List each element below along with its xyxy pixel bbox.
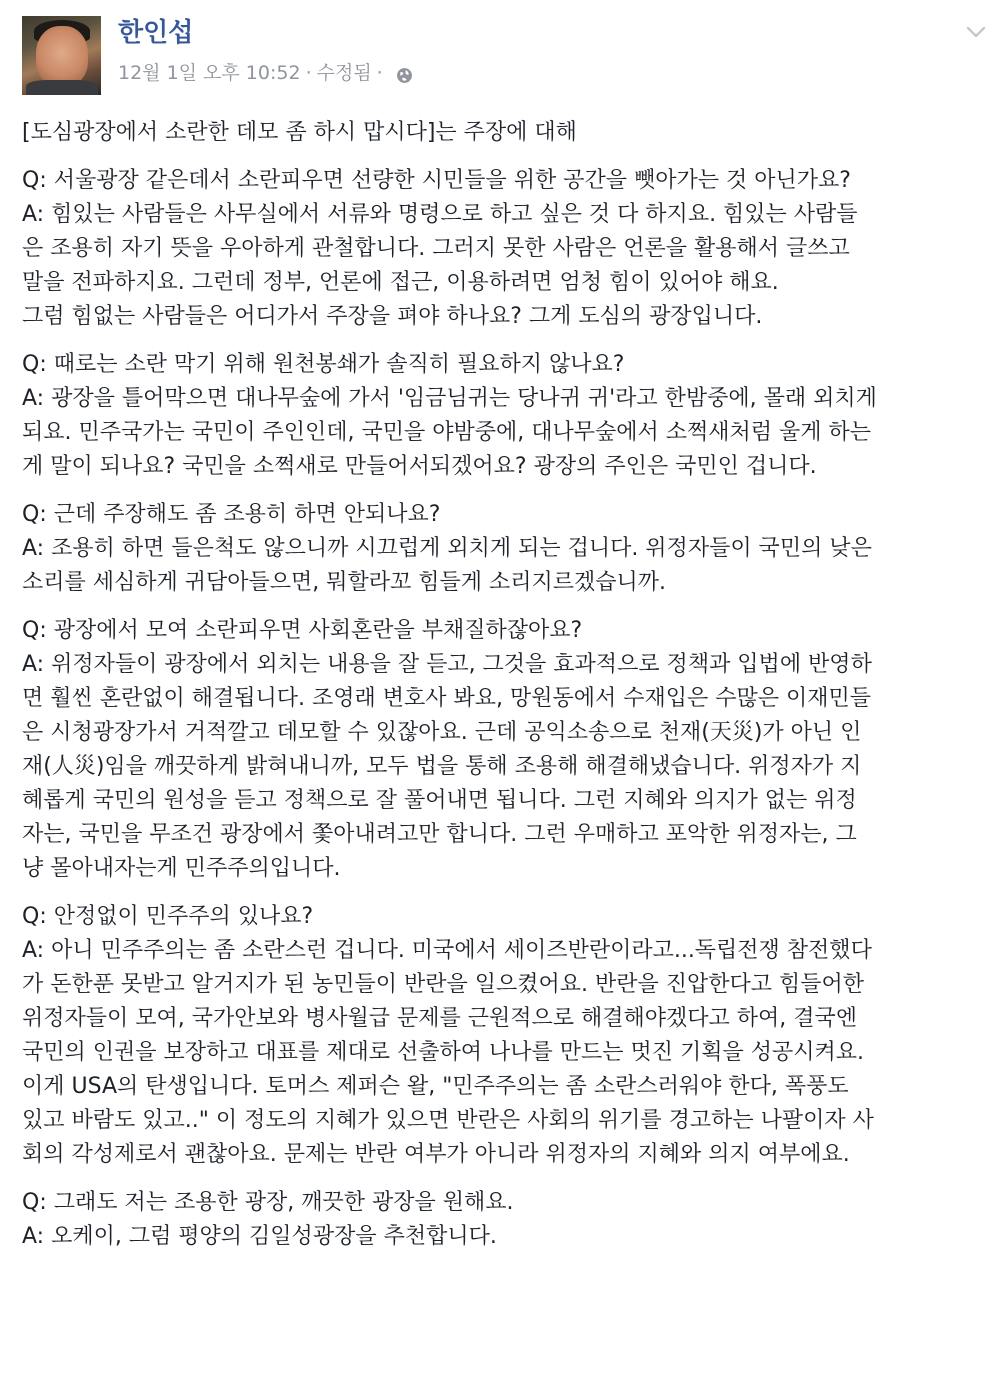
text-line: A: 광장을 틀어막으면 대나무숲에 가서 '임금님귀는 당나귀 귀'라고 한밤중에, 몰래 외치게 bbox=[22, 386, 877, 411]
meta-separator: · bbox=[305, 62, 312, 84]
qa-paragraph bbox=[22, 1186, 994, 1254]
text-line: 혜롭게 국민의 원성을 듣고 정책으로 잘 풀어내면 됩니다. 그런 지혜와 의지가 없는 위정 bbox=[22, 788, 857, 813]
text-line: 이게 USA의 탄생입니다. 토머스 제퍼슨 왈, "민주주의는 좀 소란스러워야 한다, 폭풍도 bbox=[22, 1074, 849, 1099]
text-line: A: 위정자들이 광장에서 외치는 내용을 잘 듣고, 그것을 효과적으로 정책과 입법에 반영하 bbox=[22, 652, 872, 677]
text-line: A: 힘있는 사람들은 사무실에서 서류와 명령으로 하고 싶은 것 다 하지요. 힘있는 사람들 bbox=[22, 202, 858, 227]
text-line: 자는, 국민을 무조건 광장에서 쫓아내려고만 합니다. 그런 우매하고 포악한 위정자는, 그 bbox=[22, 822, 857, 847]
text-line: 있고 바람도 있고.." 이 정도의 지혜가 있으면 반란은 사회의 위기를 경고하는 나팔이자 사 bbox=[22, 1108, 874, 1133]
post-timestamp[interactable]: 12월 1일 오후 10:52 bbox=[118, 62, 301, 84]
qa-paragraph bbox=[22, 348, 994, 484]
text-line: Q: 광장에서 모여 소란피우면 사회혼란을 부채질하잖아요? bbox=[22, 618, 583, 643]
text-line: Q: 근데 주장해도 좀 조용히 하면 안되나요? bbox=[22, 502, 441, 527]
qa-paragraph bbox=[22, 900, 994, 1172]
text-line: 면 훨씬 혼란없이 해결됩니다. 조영래 변호사 봐요, 망원동에서 수재입은 수많은 이재민들 bbox=[22, 686, 871, 711]
post-header bbox=[0, 0, 1002, 112]
text-line: 소리를 세심하게 귀담아들으면, 뭐할라꼬 힘들게 소리지르겠습니까. bbox=[22, 570, 667, 595]
qa-paragraph bbox=[22, 614, 994, 886]
post-meta bbox=[118, 60, 413, 86]
text-line: A: 오케이, 그럼 평양의 김일성광장을 추천합니다. bbox=[22, 1224, 497, 1249]
globe-icon[interactable] bbox=[396, 65, 413, 82]
text-line: Q: 그래도 저는 조용한 광장, 깨끗한 광장을 원해요. bbox=[22, 1190, 514, 1215]
text-line: A: 조용히 하면 들은척도 않으니까 시끄럽게 외치게 되는 겁니다. 위정자들이 국민의 낮은 bbox=[22, 536, 872, 561]
text-line: 은 시청광장가서 거적깔고 데모할 수 있잖아요. 근데 공익소송으로 천재(天災)가 아닌 인 bbox=[22, 720, 862, 745]
text-line: 은 조용히 자기 뜻을 우아하게 관철합니다. 그러지 못한 사람은 언론을 활용해서 글쓰고 bbox=[22, 236, 850, 261]
text-line: Q: 때로는 소란 막기 위해 원천봉쇄가 솔직히 필요하지 않나요? bbox=[22, 352, 625, 377]
text-line: 말을 전파하지요. 그런데 정부, 언론에 접근, 이용하려면 엄청 힘이 있어야 해요. bbox=[22, 270, 779, 295]
text-line: 국민의 인권을 보장하고 대표를 제대로 선출하여 나나를 만드는 멋진 기획을 성공시켜요. bbox=[22, 1040, 864, 1065]
avatar[interactable] bbox=[22, 16, 101, 95]
text-line: 그럼 힘없는 사람들은 어디가서 주장을 펴야 하나요? 그게 도심의 광장입니다. bbox=[22, 304, 763, 329]
text-line: 위정자들이 모여, 국가안보와 병사월급 문제를 근원적으로 해결해야겠다고 하여, 결국엔 bbox=[22, 1006, 858, 1031]
author-name[interactable]: 한인섭 bbox=[118, 18, 194, 48]
post-paragraphs bbox=[22, 164, 994, 1254]
text-line: Q: 안정없이 민주주의 있나요? bbox=[22, 904, 314, 929]
text-line: 게 말이 되나요? 국민을 소쩍새로 만들어서되겠어요? 광장의 주인은 국민인 겁니다. bbox=[22, 454, 817, 479]
qa-paragraph bbox=[22, 164, 994, 334]
post-body bbox=[22, 116, 994, 1268]
chevron-down-icon[interactable] bbox=[966, 24, 986, 38]
text-line: 냥 몰아내자는게 민주주의입니다. bbox=[22, 856, 341, 881]
text-line: 재(人災)임을 깨끗하게 밝혀내니까, 모두 법을 통해 조용해 해결해냈습니다. 위정자가 지 bbox=[22, 754, 862, 779]
text-line: 가 돈한푼 못받고 알거지가 된 농민들이 반란을 일으켰어요. 반란을 진압한다고 힘들어한 bbox=[22, 972, 864, 997]
text-line: Q: 서울광장 같은데서 소란피우면 선량한 시민들을 위한 공간을 뺏아가는 것 아닌가요? bbox=[22, 168, 851, 193]
post-title-line: [도심광장에서 소란한 데모 좀 하시 맙시다]는 주장에 대해 bbox=[22, 120, 577, 145]
text-line: A: 아니 민주주의는 좀 소란스런 겁니다. 미국에서 세이즈반란이라고...독립전쟁 참전했다 bbox=[22, 938, 872, 963]
qa-paragraph bbox=[22, 498, 994, 600]
edited-label[interactable]: 수정됨 bbox=[316, 62, 372, 84]
text-line: 회의 각성제로서 괜찮아요. 문제는 반란 여부가 아니라 위정자의 지혜와 의지 여부에요. bbox=[22, 1142, 850, 1167]
text-line: 되요. 민주국가는 국민이 주인인데, 국민을 야밤중에, 대나무숲에서 소쩍새처럼 울게 하는 bbox=[22, 420, 871, 445]
meta-separator-2: · bbox=[376, 62, 383, 84]
